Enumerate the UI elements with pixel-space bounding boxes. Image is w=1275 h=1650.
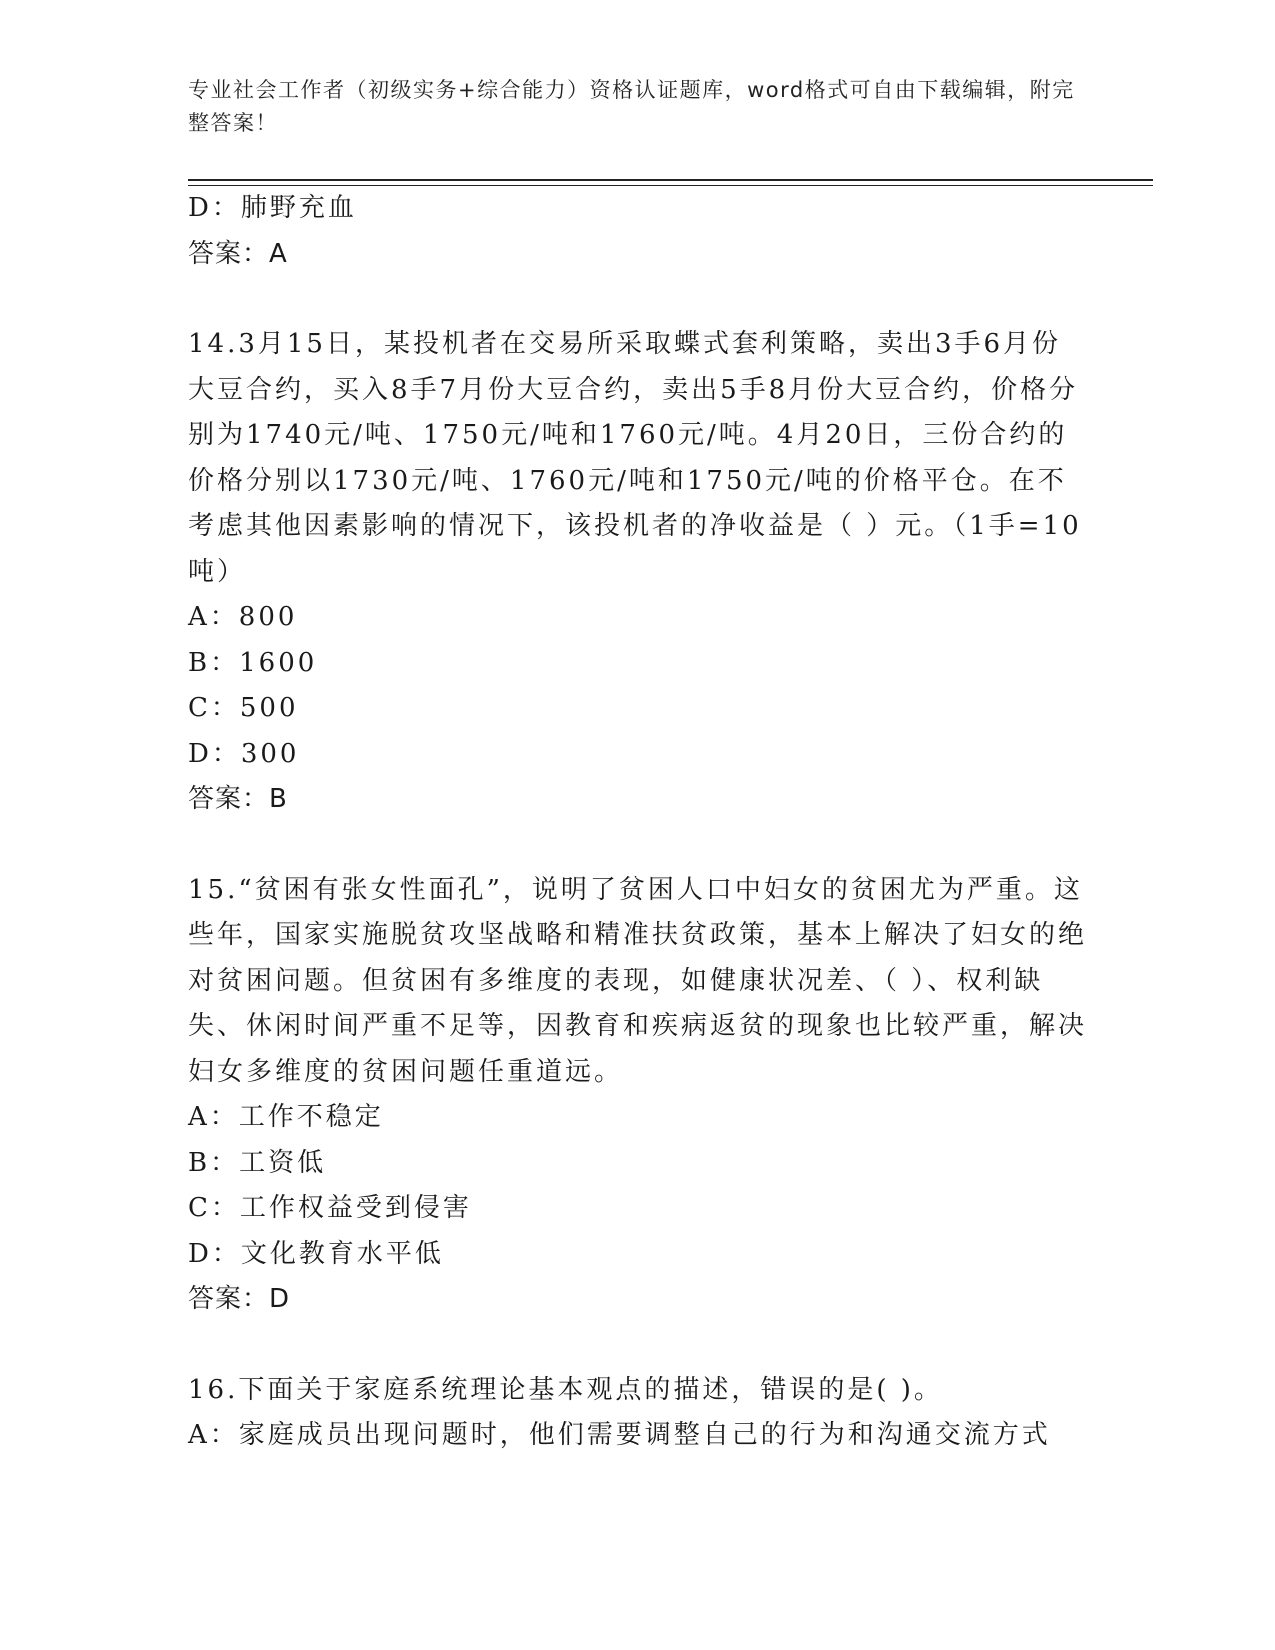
q15-option-c: C：工作权益受到侵害 — [188, 1193, 472, 1223]
q15-option-b: B：工资低 — [188, 1147, 327, 1178]
q14-option-c: C：500 — [188, 693, 299, 723]
q14-answer: 答案：B — [188, 784, 288, 814]
question-gap — [188, 823, 1088, 868]
q15-option-d: D：文化教育水平低 — [188, 1238, 444, 1269]
q15-answer: 答案：D — [188, 1284, 291, 1314]
question-gap — [188, 277, 1088, 322]
prev-option-d: D：肺野充血 — [188, 193, 357, 223]
question-content — [188, 186, 1088, 1459]
prev-answer: 答案：A — [188, 238, 288, 269]
q14-option-b: B：1600 — [188, 647, 318, 678]
page-header: 专业社会工作者（初级实务+综合能力）资格认证题库，word格式可自由下载编辑，附完整答案！ — [188, 78, 1075, 135]
question-gap — [188, 1323, 1088, 1368]
q15-option-a: A：工作不稳定 — [188, 1102, 384, 1132]
header-divider-thick — [188, 179, 1153, 181]
q14-option-a: A：800 — [188, 602, 298, 632]
q16-stem: 16.下面关于家庭系统理论基本观点的描述，错误的是( )。 — [188, 1374, 943, 1405]
q14-option-d: D：300 — [188, 738, 300, 769]
q15-stem: 15.“贫困有张女性面孔”，说明了贫困人口中妇女的贫困尤为严重。这些年，国家实施脱贫攻坚战略和精准扶贫政策，基本上解决了妇女的绝对贫困问题。但贫困有多维度的表现，如健康状况差、（ ）、权利缺失、休闲时间严重不足等，因教育和疾病返贫的现象也比较严重，解决妇女多维度的贫困问题任重道远。 — [188, 874, 1088, 1087]
q14-stem: 14.3月15日，某投机者在交易所采取蝶式套利策略，卖出3手6月份大豆合约，买入8手7月份大豆合约，卖出5手8月份大豆合约，价格分别为1740元/吨、1750元/吨和1760元/吨。4月20日，三份合约的价格分别以1730元/吨、1760元/吨和1750元/吨的价格平仓。在不考虑其他因素影响的情况下，该投机者的净收益是（ ）元。（1手=10吨） — [188, 329, 1082, 587]
q16-option-a: A：家庭成员出现问题时，他们需要调整自己的行为和沟通交流方式 — [188, 1420, 1051, 1450]
